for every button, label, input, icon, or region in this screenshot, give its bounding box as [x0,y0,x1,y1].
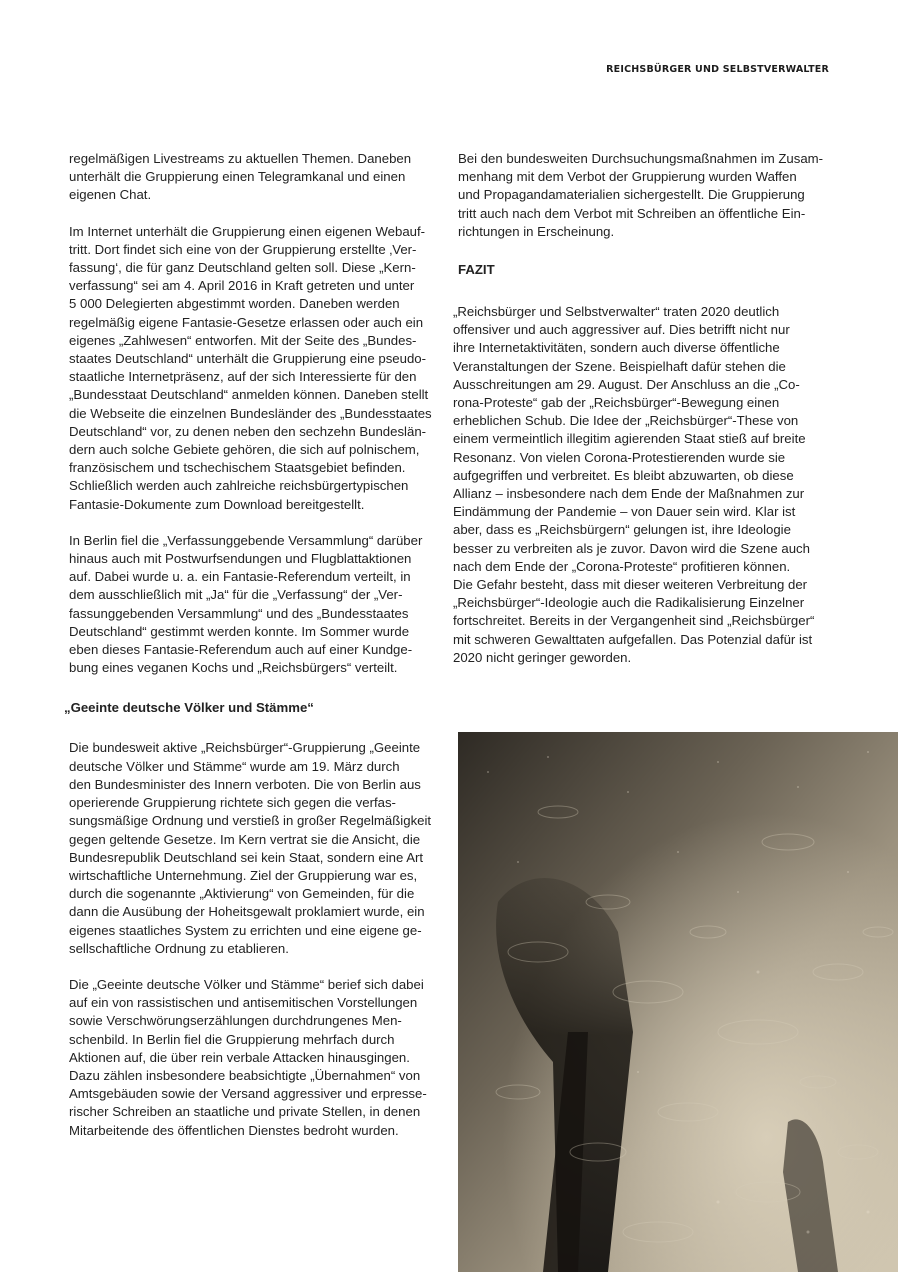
paragraph: In Berlin fiel die „Verfassunggebende Versammlung“ darüber hinaus auch mit Postwurfsendungen und Flugblattaktionen auf. Dabei wurde u. a. ein Fantasie-Referendum verteilt, in dem ausschließlich mit „Ja“ für die „Verfassung“ der „Ver- fassunggebenden Versammlung“ und des „Bundesstaates Deutschland“ gestimmt werden konnte. Im Sommer wurde eben dieses Fantasie-Referendum auch auf einer Kundge- bung eines veganen Kochs und „Reichsbürgers“ verteilt. [69,532,423,676]
section-heading: „Geeinte deutsche Völker und Stämme“ [64,700,314,716]
paragraph: Bei den bundesweiten Durchsuchungsmaßnahmen im Zusam- menhang mit dem Verbot der Gruppierung wurden Waffen und Propagandamaterialien sichergestellt. Die Gruppierung tritt auch nach dem Verbot mit Schreiben an öffentliche Ein- richtungen in Erscheinung. [458,151,824,239]
running-header: REICHSBÜRGER UND SELBSTVERWALTER [606,64,829,75]
photo-image [458,732,898,1272]
paragraph: regelmäßigen Livestreams zu aktuellen Themen. Daneben unterhält die Gruppierung einen Telegramkanal und einen eigenen Chat. [69,151,412,203]
puddle-reflection-photo [458,732,898,1272]
section-heading: FAZIT [458,262,495,278]
left-column [64,150,449,1158]
paragraph: Im Internet unterhält die Gruppierung einen eigenen Webauf- tritt. Dort findet sich eine von der Gruppierung erstellte ‚Ver- fassung‘, die für ganz Deutschland gelten soll. Diese „Kern- verfassung“ sei am 4. April 2016 in Kraft getreten und unter 5 000 Delegierten abgestimmt worden. Daneben werden regelmäßig eigene Fantasie-Gesetze erlassen oder auch ein eigenes „Zahlwesen“ entworfen. Mit der Seite des „Bundes- staates Deutschland“ unterhält die Gruppierung eine pseudo- staatliche Internetpräsenz, auf der sich Interessierte für den „Bundesstaat Deutschland“ anmelden können. Daneben stellt die Webseite die einzelnen Bundesländer des „Bundesstaates Deutschland“ vor, zu denen neben den sechzehn Bundeslän- dern auch solche Gebiete gehören, die sich auf polnischem, französischem und tschechischem Staatsgebiet befinden. Schließlich werden auch zahlreiche reichsbürgertypischen Fantasie-Dokumente zum Download bereitgestellt. [69,223,432,512]
right-column [453,150,838,685]
paragraph: Die „Geeinte deutsche Völker und Stämme“ berief sich dabei auf ein von rassistischen und antisemitischen Vorstellungen sowie Verschwörungserzählungen durchdrungenes Men- schenbild. In Berlin fiel die Gruppierung mehrfach durch Aktionen auf, die über rein verbale Attacken hinausgingen. Dazu zählen insbesondere beabsichtigte „Übernahmen“ von Amtsgebäuden sowie der Versand aggressiver und erpresse- rischer Schreiben an staatliche und private Stellen, in denen Mitarbeitende des öffentlichen Dienstes bedroht wurden. [69,976,427,1138]
paragraph: Die bundesweit aktive „Reichsbürger“-Gruppierung „Geeinte deutsche Völker und Stämme“ wurde am 19. März durch den Bundesminister des Innern verboten. Die von Berlin aus operierende Gruppierung richtete sich gegen die verfas- sungsmäßige Ordnung und verstieß in großer Regelmäßigkeit gegen geltende Gesetze. Im Kern vertrat sie die Ansicht, die Bundesrepublik Deutschland sei kein Staat, sondern eine Art wirtschaftliche Unternehmung. Ziel der Gruppierung war es, durch die sogenannte „Aktivierung“ von Gemeinden, für die dann die Ausübung der Hoheitsgewalt proklamiert wurde, ein eigenes staatliches System zu errichten und eine eigene ge- sellschaftliche Ordnung zu etablieren. [69,740,432,956]
paragraph: „Reichsbürger und Selbstverwalter“ traten 2020 deutlich offensiver und auch aggressiver auf. Dies betrifft nicht nur ihre Internetaktivitäten, sondern auch diverse öffentliche Veranstaltungen der Szene. Beispielhaft dafür stehen die Ausschreitungen am 29. August. Der Anschluss an die „Co- rona-Proteste“ gab der „Reichsbürger“-Bewegung einen erheblichen Schub. Die Idee der „Reichsbürger“-These von einem vermeintlich illegitim agierenden Staat stieß auf breite Resonanz. Von vielen Corona-Protestierenden wurde sie aufgegriffen und verbreitet. Es bleibt abzuwarten, ob diese Allianz – insbesondere nach dem Ende der Maßnahmen zur Eindämmung der Pandemie – von Dauer sein wird. Klar ist aber, dass es „Reichsbürgern“ gelungen ist, ihre Ideologie besser zu verbreiten als je zuvor. Davon wird die Szene auch nach dem Ende der „Corona-Proteste“ profitieren können. Die Gefahr besteht, dass mit dieser weiteren Verbreitung der „Reichsbürger“-Ideologie auch die Radikalisierung Einzelner fortschreitet. Bereits in der Vergangenheit sind „Reichsbürger“ mit schweren Gewalttaten aufgefallen. Das Potenzial dafür ist 2020 nicht geringer geworden. [453,304,815,665]
